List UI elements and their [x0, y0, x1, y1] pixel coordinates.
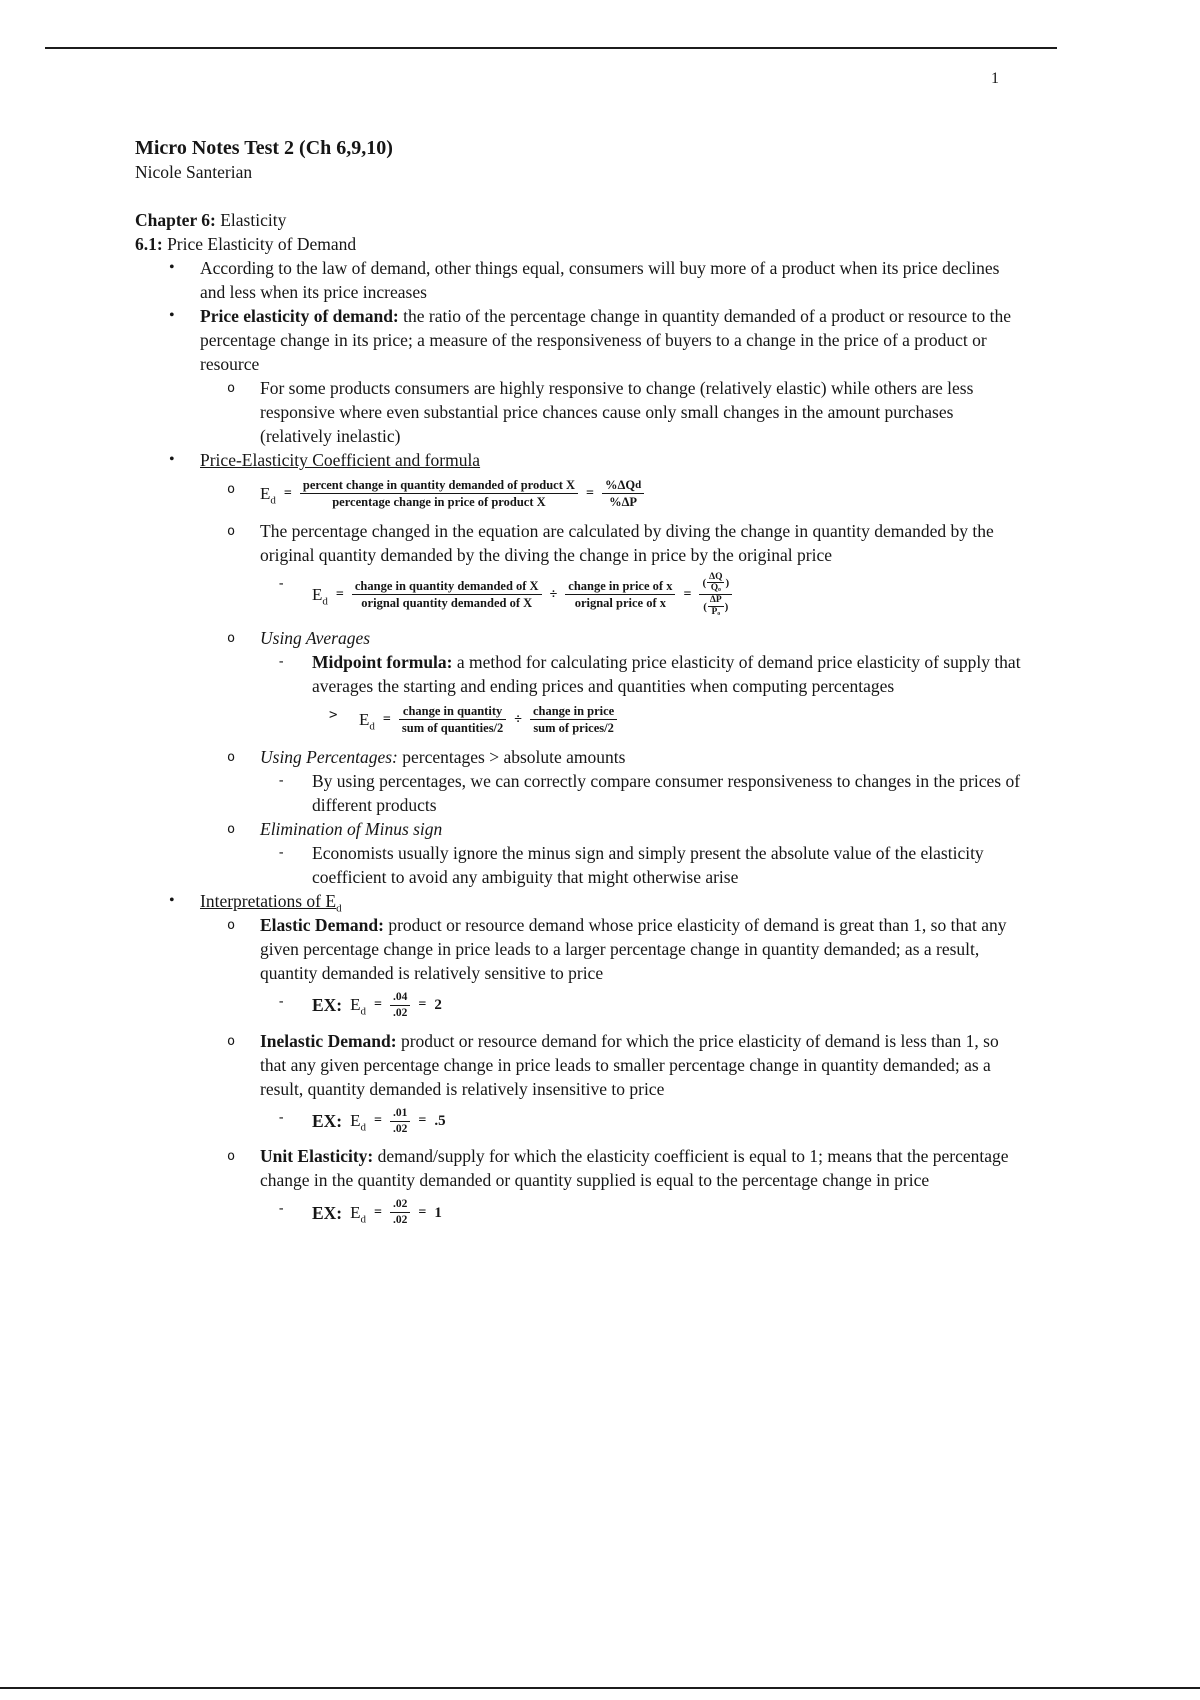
list-item-ex-unit [135, 1197, 1023, 1228]
open-paren: ( [702, 576, 707, 589]
tiny-fraction-numerator: ΔP [709, 595, 722, 606]
ex-inelastic-formula [312, 1106, 1023, 1137]
ped-definition: the ratio of the percentage change in quantity demanded of a product or resource to the percentage change in its price; a measure of the responsiveness of buyers to a change in the price of a product or resource [200, 306, 1012, 374]
using-percentages-italic: Using Percentages: [260, 746, 398, 767]
list-item-percentage-explanation [135, 519, 1023, 567]
delta-q-label: %ΔQ [605, 478, 636, 492]
bullet-marker: • [169, 451, 175, 468]
ed-symbol [260, 482, 276, 506]
ed-symbol [350, 993, 366, 1017]
responsiveness-text: For some products consumers are highly responsive to change (relatively elastic) while others are less responsive where even substantial price chances cause only small changes in the amount purchases (relatively inelastic) [260, 378, 974, 446]
tiny-fraction-numerator: ΔQ [709, 571, 723, 582]
equals-sign: = [382, 711, 391, 727]
fraction [602, 477, 644, 511]
equals-sign: = [418, 1204, 427, 1220]
ed-subscript: d [360, 1213, 367, 1226]
list-item-elastic-demand [135, 913, 1023, 985]
fraction [530, 703, 617, 737]
list-item-ex-elastic [135, 990, 1023, 1021]
percent-compare-text: By using percentages, we can correctly compare consumer responsiveness to changes in the prices of different products [312, 770, 1021, 815]
ed-symbol [350, 1201, 366, 1225]
midpoint-definition: a method for calculating price elasticity of demand price elasticity of supply that averages the starting and ending prices and quantities when computing percentages [312, 652, 1021, 697]
blank-line [135, 184, 1023, 208]
ed-subscript: d [369, 720, 375, 733]
dash-marker: - [277, 844, 286, 861]
elastic-demand-definition: product or resource demand whose price elasticity of demand is great than 1, so that any given percentage change in price leads to a larger percentage change in quantity demanded; as a result, quantity demanded is relatively sensitive to price [260, 914, 1007, 983]
fraction-denominator: .02 [390, 1212, 410, 1228]
bottom-rule [0, 1687, 1200, 1689]
dash-marker: - [277, 993, 286, 1010]
fraction-denominator: sum of quantities/2 [399, 719, 506, 736]
division-sign: ÷ [549, 586, 558, 602]
interpretations-heading-text [200, 889, 1023, 913]
formula-result: 2 [434, 997, 442, 1014]
example-label: EX: [312, 1111, 343, 1131]
minus-sign-italic: Elimination of Minus sign [260, 818, 443, 839]
ed-base: E [260, 483, 271, 503]
fraction-numerator: .01 [393, 1106, 408, 1119]
formula-result: 1 [434, 1204, 442, 1221]
dash-marker: - [277, 1201, 286, 1218]
ratio-formula [312, 572, 1023, 619]
section-heading-label: 6.1: [135, 234, 163, 254]
list-item-ex-inelastic [135, 1106, 1023, 1137]
midpoint-formula [359, 703, 1023, 737]
equals-sign: = [586, 485, 594, 501]
circle-marker: o [227, 1148, 236, 1165]
tiny-fraction [708, 595, 724, 618]
circle-marker: o [227, 1032, 236, 1049]
dash-marker: - [277, 772, 286, 789]
ed-subscript: d [360, 1005, 367, 1018]
example-label: EX: [312, 1202, 343, 1223]
example-label: EX: [312, 995, 343, 1016]
fraction [390, 1106, 410, 1137]
coefficient-formula [260, 477, 1023, 511]
chapter-heading [135, 208, 1023, 232]
ed-subscript: d [336, 902, 342, 915]
tiny-fraction-denominator: Qₒ [707, 582, 724, 594]
bullet-marker: • [169, 891, 175, 909]
equals-sign: = [418, 997, 427, 1013]
ex-unit-formula [312, 1197, 1023, 1228]
dash-marker: - [277, 654, 286, 671]
tiny-fraction-denominator: Pₒ [708, 606, 724, 618]
list-item-coefficient-heading [135, 448, 1023, 472]
fraction-denominator: percentage change in price of product X [300, 493, 578, 510]
equals-sign: = [374, 1113, 383, 1128]
section-heading-text: Price Elasticity of Demand [162, 234, 357, 254]
ed-subscript: d [270, 494, 276, 507]
close-paren: ) [725, 576, 730, 589]
document-content [135, 136, 1023, 1236]
fraction-denominator: .02 [390, 1005, 410, 1021]
fraction-numerator: %ΔQ d [605, 478, 642, 492]
fraction-denominator: orignal price of x [565, 594, 675, 611]
minus-sign-heading-text [260, 817, 1023, 841]
fraction-denominator: .02 [390, 1121, 410, 1137]
list-item-percent-compare [135, 769, 1023, 817]
close-paren: ) [724, 600, 729, 613]
fraction-numerator: change in quantity [402, 704, 503, 719]
elastic-demand-term: Elastic Demand: [260, 914, 384, 935]
circle-marker: o [227, 380, 236, 396]
inelastic-demand-definition: product or resource demand for which the price elasticity of demand is less than 1, so that any given percentage change in price leads to smaller percentage change in quantity demanded; as a result, quantity demanded is relatively insensitive to price [260, 1030, 999, 1099]
interpretations-label: Interpretations of E [200, 890, 337, 911]
unit-elasticity-term: Unit Elasticity: [260, 1146, 374, 1167]
list-item-using-percentages [135, 745, 1023, 769]
gt-marker: > [329, 707, 338, 724]
list-item-law-of-demand [135, 256, 1023, 304]
midpoint-term: Midpoint formula: [312, 652, 453, 673]
top-rule [45, 47, 1057, 49]
using-averages-italic: Using Averages [260, 628, 371, 649]
using-percentages-text [260, 745, 1023, 769]
equals-sign: = [418, 1113, 427, 1128]
fraction-denominator: orignal quantity demanded of X [352, 594, 542, 611]
circle-marker: o [227, 522, 236, 539]
minus-sign-text: Economists usually ignore the minus sign and simply present the absolute value of the elasticity coefficient to avoid any ambiguity that might otherwise arise [312, 842, 984, 887]
ed-subscript: d [360, 1121, 367, 1134]
unit-elasticity-text [260, 1144, 1023, 1192]
division-sign: ÷ [514, 711, 522, 727]
bullet-marker: • [169, 259, 175, 276]
tiny-fraction [707, 572, 724, 595]
ed-symbol [312, 583, 328, 607]
list-item-midpoint-formula [135, 703, 1023, 737]
fraction [565, 578, 675, 612]
law-of-demand-text: According to the law of demand, other things equal, consumers will buy more of a product when its price declines and less when its price increases [200, 258, 1000, 302]
inelastic-demand-term: Inelastic Demand: [260, 1030, 397, 1051]
fraction [390, 990, 410, 1021]
ed-symbol [359, 708, 375, 732]
list-item-responsiveness [135, 376, 1023, 448]
ex-elastic-formula [312, 990, 1023, 1021]
ed-base: E [312, 584, 323, 604]
ed-base: E [350, 1202, 361, 1222]
fraction [390, 1197, 410, 1228]
fraction [399, 703, 506, 737]
equals-sign: = [335, 586, 344, 602]
chapter-heading-label: Chapter 6: [135, 210, 216, 230]
ped-term: Price elasticity of demand: [200, 306, 399, 326]
nested-fraction-numerator [699, 572, 732, 595]
circle-marker: o [227, 916, 236, 933]
fraction-numerator: .02 [393, 1198, 408, 1211]
fraction-denominator: sum of prices/2 [530, 719, 617, 736]
using-averages-text [260, 626, 1023, 650]
formula-result: .5 [434, 1113, 446, 1129]
document-title: Micro Notes Test 2 (Ch 6,9,10) [135, 137, 393, 159]
list-item-inelastic-demand [135, 1029, 1023, 1101]
list-item-ratio-formula [135, 572, 1023, 619]
dash-marker: - [277, 575, 286, 592]
fraction-numerator: percent change in quantity demanded of product X [302, 478, 576, 492]
ed-symbol [350, 1109, 366, 1133]
ed-base: E [359, 709, 370, 729]
list-item-using-averages [135, 626, 1023, 650]
circle-marker: o [227, 820, 236, 837]
nested-fraction [699, 572, 732, 619]
ed-base: E [350, 995, 361, 1015]
unit-elasticity-definition: demand/supply for which the elasticity coefficient is equal to 1; means that the percentage change in the quantity demanded or quantity supplied is equal to the percentage change in price [260, 1146, 1009, 1191]
dash-marker: - [277, 1109, 286, 1126]
ed-subscript: d [322, 595, 328, 608]
list-item-coefficient-formula [135, 477, 1023, 511]
equals-sign: = [283, 485, 292, 501]
list-item-ped-definition [135, 304, 1023, 376]
circle-marker: o [227, 748, 236, 765]
fraction-numerator: change in price of x [568, 579, 673, 594]
fraction-denominator: %ΔP [602, 493, 644, 510]
list-item-minus-sign-heading [135, 817, 1023, 841]
elastic-demand-text [260, 913, 1023, 985]
list-item-minus-sign-text [135, 841, 1023, 889]
fraction-numerator: change in quantity demanded of X [354, 579, 539, 594]
fraction [352, 578, 542, 612]
section-heading [135, 232, 1023, 256]
list-item-midpoint-definition [135, 650, 1023, 698]
fraction [300, 477, 578, 511]
nested-fraction-denominator [699, 594, 732, 618]
interpretations-heading-underlined [200, 890, 342, 915]
fraction-numerator: .04 [393, 990, 408, 1003]
equals-sign: = [683, 586, 692, 602]
equals-sign: = [374, 997, 383, 1013]
coefficient-heading-underlined: Price-Elasticity Coefficient and formula [200, 450, 481, 470]
midpoint-definition-text [312, 650, 1023, 698]
list-item-unit-elasticity [135, 1144, 1023, 1192]
circle-marker: o [227, 630, 236, 647]
ped-definition-text [200, 304, 1023, 376]
inelastic-demand-text [260, 1029, 1023, 1101]
page-number: 1 [991, 70, 999, 87]
circle-marker: o [227, 481, 236, 497]
bullet-marker: • [169, 307, 175, 324]
list-item-interpretations-heading [135, 889, 1023, 913]
coefficient-heading-text [200, 448, 1023, 472]
equals-sign: = [374, 1204, 383, 1220]
using-percentages-rest: percentages > absolute amounts [397, 746, 626, 767]
ed-base: E [350, 1111, 361, 1130]
fraction-numerator: change in price [532, 704, 615, 719]
percentage-explanation-text: The percentage changed in the equation are calculated by diving the change in quantity demanded by the original quantity demanded by the diving the change in price by the original price [260, 520, 994, 565]
author-name: Nicole Santerian [135, 162, 253, 182]
open-paren: ( [703, 600, 707, 613]
chapter-heading-text: Elasticity [215, 210, 287, 230]
